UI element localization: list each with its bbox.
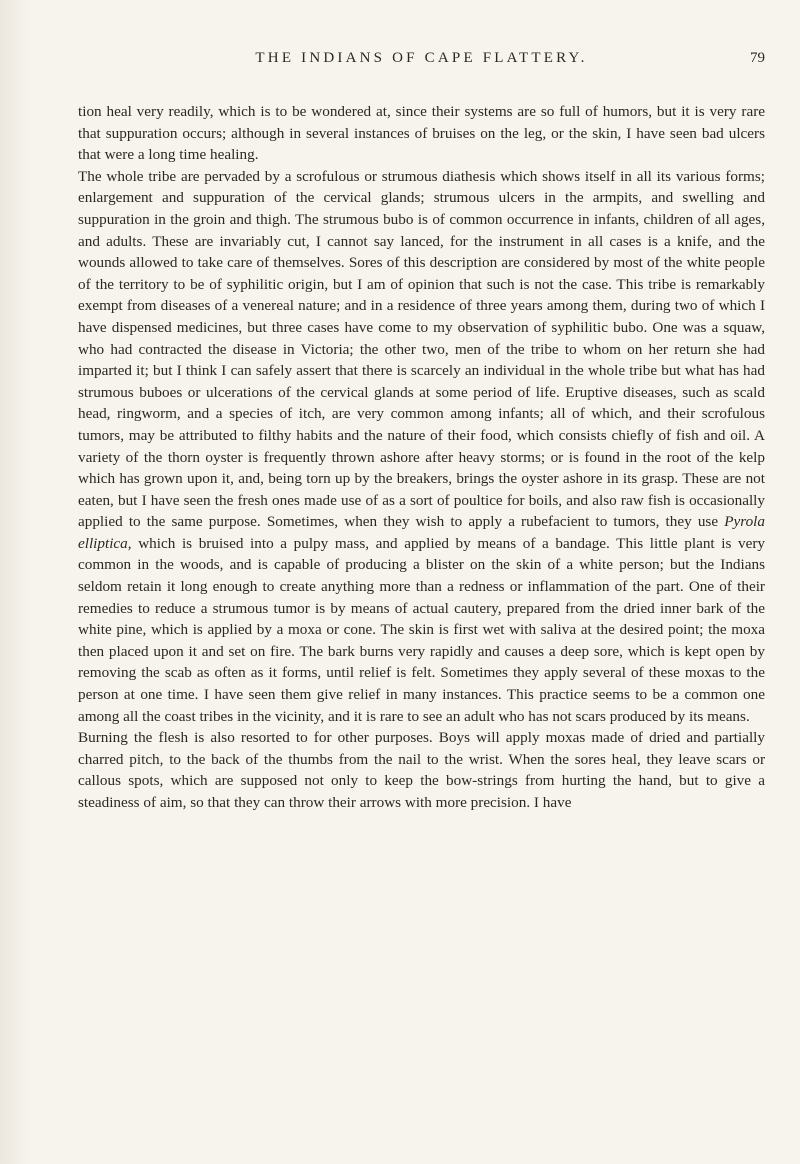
body-text [78,101,765,814]
paragraph-strumous-diathesis [78,166,765,727]
paragraph-burning-flesh: Burning the flesh is also resorted to for other purposes. Boys will apply moxas made of dried and partially charred pitch, to the back of the thumbs from the nail to the wrist. When the sores heal, they leave scars or callous spots, which are supposed not only to keep the bow-strings from hurting the hand, but to give a steadiness of aim, so that they can throw their arrows with more precision. I have [78,729,765,811]
paragraph-text-continued: , which is bruised into a pulpy mass, and applied by means of a bandage. This little plant is very common in the woods, and is capable of producing a blister on the skin of a white person; but the Indians seldom retain it long enough to create anything more than a redness or inflammation of the part. One of their remedies to reduce a strumous tumor is by means of actual cautery, prepared from the dried inner bark of the white pine, which is applied by a moxa or cone. The skin is first wet with saliva at the desired point; the moxa then placed upon it and set on fire. The bark burns very rapidly and causes a deep sore, which is kept open by removing the scab as often as it forms, until relief is felt. Sometimes they apply several of these moxas to the person at one time. I have seen them give relief in many instances. This practice seems to be a common one among all the coast tribes in the vicinity, and it is rare to see an adult who has not scars produced by its means. [78,534,765,725]
paragraph-text: The whole tribe are pervaded by a scrofulous or strumous diathesis which shows itself in all its various forms; enlargement and suppuration of the cervical glands; strumous ulcers in the armpits, and swelling and suppuration in the groin and thigh. The strumous bubo is of common occurrence in infants, children of all ages, and adults. These are invariably cut, I cannot say lanced, for the instrument in all cases is a knife, and the wounds allowed to take care of themselves. Sores of this description are considered by most of the white people of the territory to be of syphilitic origin, but I am of opinion that such is not the case. This tribe is remarkably exempt from diseases of a venereal nature; and in a residence of three years among them, during two of which I have dispensed medicines, but three cases have come to my observation of syphilitic bubo. One was a squaw, who had contracted the disease in Victoria; the other two, men of the tribe to whom on her return she had imparted it; but I think I can safely assert that there is scarcely an individual in the whole tribe but what has had strumous buboes or ulcerations of the cervical glands at some period of life. Eruptive diseases, such as scald head, ringworm, and a species of itch, are very common among infants; all of which, and their scrofulous tumors, may be attributed to filthy habits and the nature of their food, which consists chiefly of fish and oil. A variety of the thorn oyster is frequently thrown ashore after heavy storms; or is found in the root of the kelp which has grown upon it, and, being torn up by the breakers, brings the oyster ashore in its grasp. These are not eaten, but I have seen the fresh ones made use of as a sort of poultice for boils, and also raw fish is occasionally applied to the same purpose. Sometimes, when they wish to apply a rubefacient to tumors, they use [78,167,765,531]
species-name: Pyrola elliptica [78,513,765,552]
page-gutter-shadow [0,0,30,1164]
page-number: 79 [750,50,765,66]
paragraph-continuation: tion heal very readily, which is to be wondered at, since their systems are so full of humors, but it is very rare that suppuration occurs; although in several instances of bruises on the leg, or the skin, I have seen bad ulcers that were a long time healing. [78,103,765,164]
running-head [78,48,765,72]
running-title: THE INDIANS OF CAPE FLATTERY. [255,50,588,66]
